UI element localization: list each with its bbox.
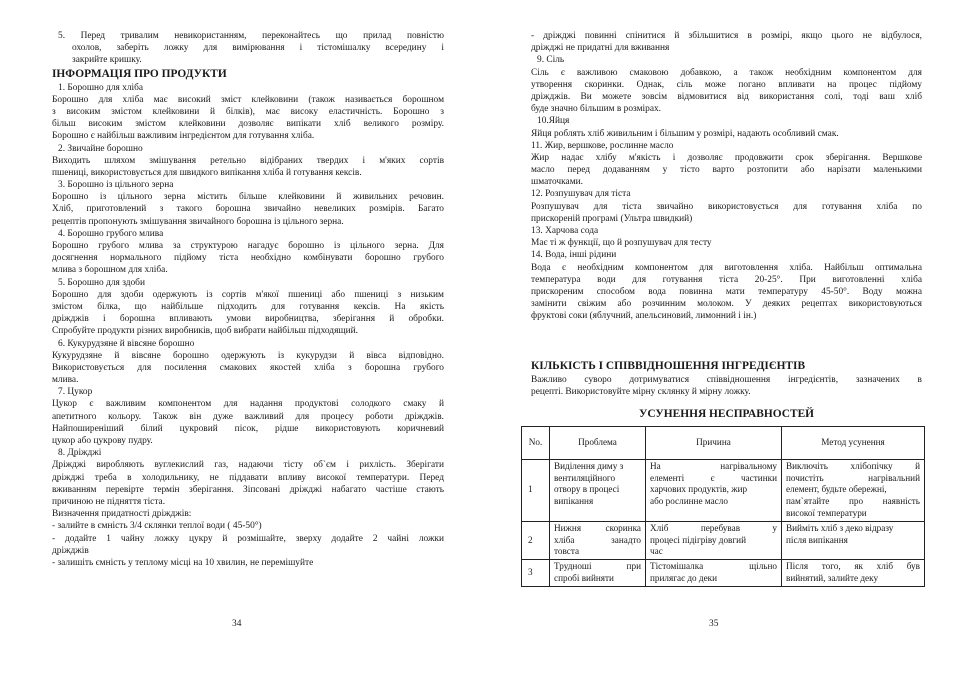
cell-line: Вийміть хліб з деко відразу [786,522,894,533]
troubleshooting-heading: УСУНЕННЯ НЕСПРАВНОСТЕЙ [638,407,815,420]
text-line: млива з борошном для хліба. [52,265,168,276]
table-header-cell: Причина [646,426,782,459]
text-line: Борошно грубого млива за структурою нагадує борошно із цільного зерна. Для [52,241,444,251]
text-line: Важливо суворо дотримуватися співвідношення інгредієнтів, зазначених в [531,374,922,385]
cell-line: На нагрівальному [650,460,777,471]
text-line: млива. [52,375,79,386]
text-line: 2. Звичайне борошно [58,143,143,154]
text-line: 5. Борошно для здоби [58,277,145,288]
text-line: Спробуйте продукти різних виробників, щоб вибрати найбільш підходящий. [52,326,358,337]
cause-cell [646,521,782,559]
cell-line: Виділення диму з [554,460,624,471]
cell-line: прилягає до деки [650,573,718,584]
text-line: масло перед додаванням у тісто варто розтопити або нарізати маленькими [531,165,922,176]
text-line: дріжджі треба в холодильнику, не піддавати впливу високої температури. Перед [52,472,444,483]
cell-line: хліба занадто [554,534,641,545]
text-line: 14. Вода, інші рідини [531,250,617,261]
text-line: рецептів пропонують змішування звичайного борошна із цільного зерна. [52,216,344,227]
cell-line: високої температури [786,508,867,519]
cell-line: Нижня скоринка [554,522,641,533]
text-line: 8. Дріжджі [58,448,102,459]
cause-cell [646,560,782,587]
table-row [522,459,925,521]
text-line: Цукор є важливим компонентом для надання продуктові солодкого смаку й [52,399,444,410]
cell-line: Після того, як хліб був [786,561,920,572]
text-line: Має ті ж функції, що й розпушувач для тесту [531,238,712,249]
cell-line: вентиляційного [554,472,616,483]
table-row [522,521,925,559]
cause-cell [646,459,782,521]
text-line: пшениці, використовується для швидкого випікання хліба й готування кексів. [52,167,362,178]
text-line: Хліб, приготовлений з такого борошна звичайно невеликих розмірів. Багато [52,204,444,215]
cell-line: почистіть нагрівальний [786,472,920,483]
text-line: апетитного кольору. Також він дуже важливий для процесу роботи дріжджів. [52,411,444,422]
table-header-cell: Метод усунення [782,426,925,459]
text-line: 1. Борошно для хліба [58,82,144,93]
table-header-cell: Проблема [550,426,646,459]
text-line: прискореним способом вода повинна мати температуру 45-50°. Воду можна [531,286,922,297]
text-line: прискореній програмі (Ультра швидкий) [531,213,693,224]
text-line: шматочками. [531,177,584,188]
cell-line: або рослинне масло [650,496,728,507]
text-line: - залишіть ємність у теплому місці на 10 хвилин, не перемішуйте [52,557,314,568]
cell-line: елемент, будьте обережні, [786,484,887,495]
text-line: Виходить шляхом змішування ретельно відібраних твердих і м'яких сортів [52,155,444,166]
fix-cell [782,459,925,521]
fix-cell [782,560,925,587]
text-line: утворення скоринки. Однак, сіль може погано впливати на процес підйому [531,79,922,90]
text-line: фруктові соки (яблучний, апельсиновий, лимонний і ін.) [531,311,757,322]
text-line: дріжджів [52,545,89,556]
page-number: 34 [232,619,242,629]
text-line: дріжджів і борошна впливають умови виробництва, зберігання й обробки. [52,314,444,325]
text-line: Кукурудзяне й вівсяне борошно одержують із кукурудзи й вівса відповідно. [52,350,444,361]
text-line: 11. Жир, вершкове, рослинне масло [531,140,674,151]
text-line: 13. Харчова сода [531,226,599,236]
troubleshooting-table [521,426,925,587]
text-line: Сіль є важливою смаковою добавкою, а також необхідним компонентом для [531,67,922,78]
text-line: Розпушувач для тіста звичайно використовується для готування хліба по [531,201,922,212]
text-line: 5. Перед тривалим невикористанням, переконайтесь що прилад повністю [58,31,444,41]
text-line: 4. Борошно грубого млива [58,228,164,239]
text-line: замінити свіжим або розчинним молоком. У деяких рецептах використовуються [531,299,922,310]
cell-line: Виключіть хлібопічку й [786,460,920,471]
cell-line: випікання [554,496,594,507]
text-line: 3. Борошно із цільного зерна [58,180,174,191]
cell-line: Тістомішалка щільно [650,561,777,572]
table-row [522,560,925,587]
text-line: Дріжджі виробляють вуглекислий газ, надаючи тісту об`єм і рихлість. Зберігати [52,460,444,471]
text-line: досягнення нормального підйому тіста необхідно комбінувати борошно грубого [52,253,444,264]
problem-cell [550,560,646,587]
cell-line: процесі підігріву довгий [650,534,746,545]
text-line: дріжджі не придатні для вживання [531,43,670,54]
text-line: вживанням перевірте термін зберігання. Зіпсовані дріжджі набагато частіше стають [52,484,444,495]
cell-line: Трудноші при [554,561,641,572]
text-line: температура води для готування тіста 20-25°. При виготовленні хліба [531,274,922,285]
table-header-row [522,426,925,459]
cell-line: елементі є частинки [650,472,777,483]
cell-line: товста [554,546,580,557]
cell-line: отвору в процесі [554,484,620,495]
text-line: рецепті. Використовуйте мірну склянку й мірну ложку. [531,386,751,397]
problem-cell [550,521,646,559]
section-spacer [531,323,922,359]
table-header-cell: No. [522,426,550,459]
text-line: 10.Яйця [537,116,570,127]
left-page [52,30,444,569]
text-line: - залийте в ємність 3/4 склянки теплої води ( 45-50°) [52,521,262,532]
text-line: Визначення придатності дріжджів: [52,509,192,520]
text-line: Використовується для посилення смакових якостей хліба з борошна грубого [52,362,444,373]
cell-line: спробі вийняти [554,573,614,584]
text-line: Борошно із цільного зерна містить більше клейковини й живильних речовин. [52,192,444,203]
row-number-cell: 3 [522,560,550,587]
ratio-paragraph [531,374,922,398]
right-text-block [531,30,922,323]
text-line: більш високим змістом клейковини дозволяє випікати хліб великого розміру. [52,119,444,130]
right-page [528,30,922,587]
text-line: Яйця роблять хліб живильним і більшим у розмірі, надають особливий смак. [531,128,839,139]
text-line: змістом білка, що найбільше підходить для готування кексів. На якість [52,301,444,312]
text-line: Борошно для хліба має високий зміст клейковини (також називається борошном [52,94,444,105]
text-line: 12. Розпушувач для тіста [531,189,631,200]
cell-line: пам`ятайте про наявність [786,496,920,507]
row-number-cell: 1 [522,459,550,521]
text-line: - додайте 1 чайну ложку цукру й розмішайте, зверху додайте 2 чайні ложки [52,533,444,544]
text-line: - дріжджі повинні спінитися й збільшитися в розмірі, якщо цього не відбулося, [531,31,922,41]
cell-line: після випікання [786,534,848,545]
section-heading: ІНФОРМАЦІЯ ПРО ПРОДУКТИ [52,67,227,80]
text-line: 7. Цукор [58,387,93,398]
text-line: з високим змістом клейковини й білків), має високу еластичність. Борошно з [52,106,444,117]
text-line: причиною не підняття тіста. [52,496,166,507]
text-line: Борошно є найбільш важливим інгредієнтом для готування хліба. [52,131,315,142]
page-number: 35 [709,619,719,629]
text-line: Найпоширеніший білий цукровий пісок, рідше використовують коричневий [52,423,444,434]
text-line: буде значно більшим в розмірах. [531,104,662,115]
row-number-cell: 2 [522,521,550,559]
cell-line: час [650,546,663,557]
problem-cell [550,459,646,521]
text-line: Жир надає хлібу м'якість і дозволяє продовжити срок зберігання. Вершкове [531,152,922,163]
cell-line: харчових продуктів, жир [650,484,748,495]
cell-line: Хліб перебував у [650,522,777,533]
text-line: Вода є необхідним компонентом для виготовлення хліба. Найбільш оптимальна [531,262,922,273]
section-spacer [531,398,922,407]
ratio-heading: КІЛЬКІСТЬ І СПІВВІДНОШЕННЯ ІНГРЕДІЄНТІВ [531,359,806,372]
cell-line: вийнятий, залийте деку [786,573,879,584]
text-line: дріжджів. Ви можете зовсім відмовитися від використання солі, тоді ваш хліб [531,91,922,102]
text-line: 6. Кукурудзяне й вівсяне борошно [58,338,195,349]
fix-cell [782,521,925,559]
text-line: закрийте кришку. [72,55,142,66]
text-line: охолов, заберіть ложку для вимірювання і тістомішалку всередину і [72,43,444,54]
text-line: 9. Сіль [537,55,565,66]
text-line: цукор або цукрову пудру. [52,436,153,446]
text-line: Борошно для здоби одержують із сортів м'якої пшениці або пшениці з низьким [52,289,444,300]
